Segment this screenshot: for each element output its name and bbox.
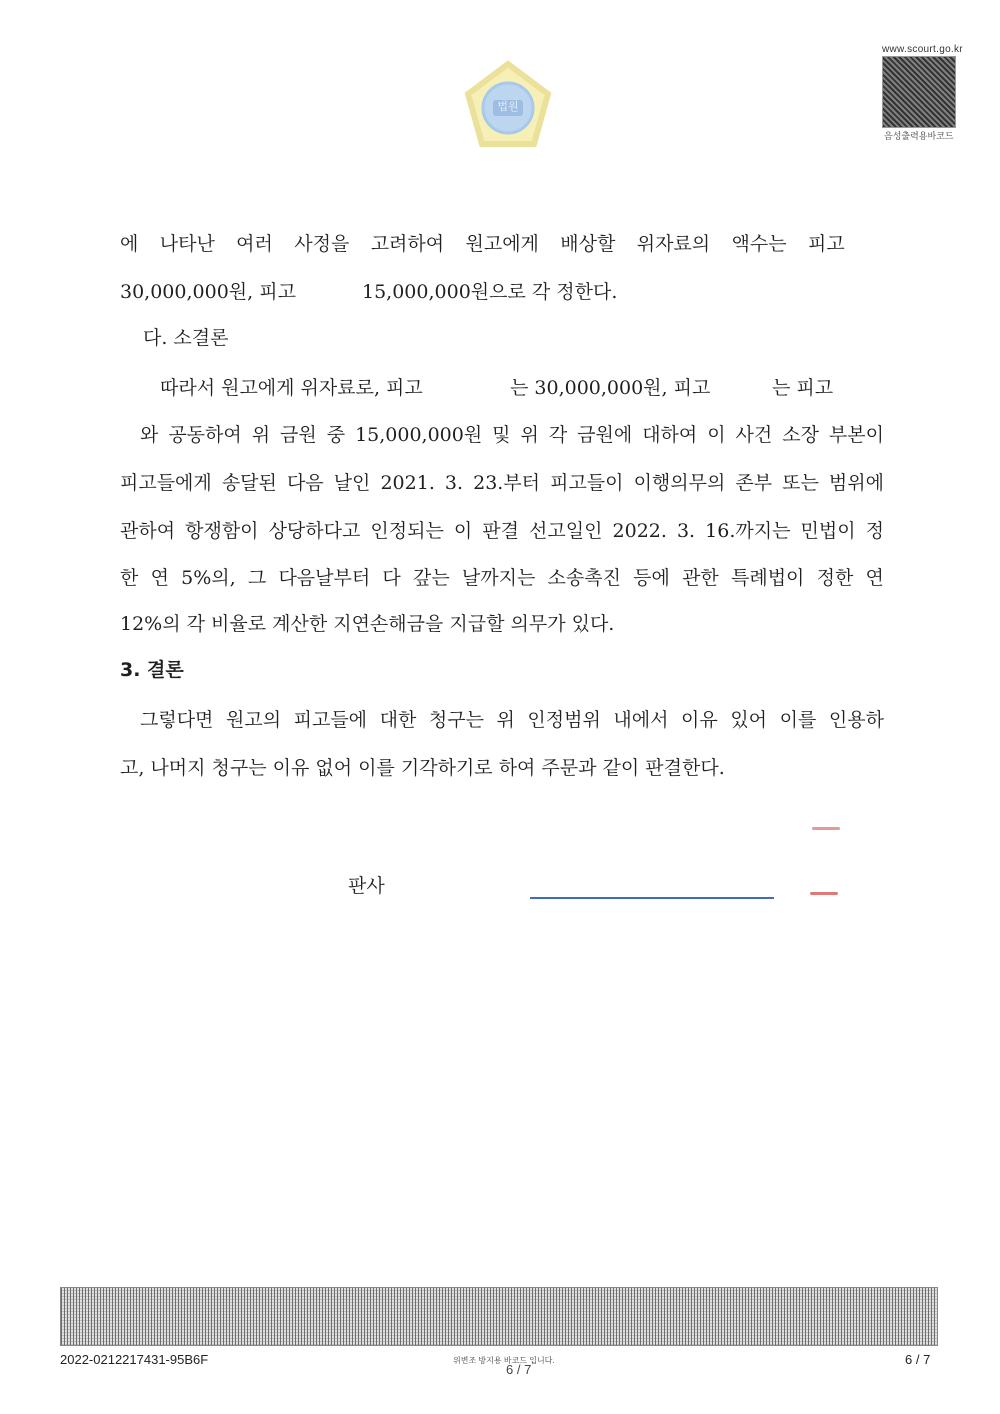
paragraph-1-line-2b: 15,000,000원으로 각 정한다. bbox=[362, 281, 618, 303]
court-seal bbox=[460, 58, 556, 154]
judge-label: 판사 bbox=[348, 875, 385, 897]
paragraph-2-line-6: 12%의 각 비율로 계산한 지연손해금을 지급할 의무가 있다. bbox=[120, 613, 615, 635]
anti-forgery-barcode bbox=[60, 1287, 938, 1346]
page-number-right: 6 / 7 bbox=[905, 1352, 931, 1367]
paragraph-2-line-5: 한 연 5%의, 그 다음날부터 다 갚는 날까지는 소송촉진 등에 관한 특례법이 정한 연 bbox=[120, 567, 884, 589]
paragraph-1-line-2a: 30,000,000원, 피고 bbox=[120, 281, 296, 303]
section-conclusion-sub: 다. 소결론 bbox=[143, 327, 229, 349]
seal-text: 법원 bbox=[497, 101, 519, 113]
page-number-center: 6 / 7 bbox=[506, 1362, 532, 1377]
document-id: 2022-0212217431-95B6F bbox=[60, 1352, 209, 1367]
paragraph-3-line-1: 그렇다면 원고의 피고들에 대한 청구는 위 인정범위 내에서 이유 있어 이를 인용하 bbox=[140, 709, 884, 731]
paragraph-2-line-4: 관하여 항쟁함이 상당하다고 인정되는 이 판결 선고일인 2022. 3. 16.까지는 민법이 정 bbox=[120, 520, 884, 542]
stamp-mark-top bbox=[812, 827, 840, 830]
paragraph-2-line-2: 와 공동하여 위 금원 중 15,000,000원 및 위 각 금원에 대하여 이 사건 소장 부본이 bbox=[140, 424, 884, 446]
site-url: www.scourt.go.kr bbox=[882, 44, 963, 55]
paragraph-1-line-1: 에 나타난 여러 사정을 고려하여 원고에게 배상할 위자료의 액수는 피고 bbox=[120, 233, 845, 255]
paragraph-2-line-3: 피고들에게 송달된 다음 날인 2021. 3. 23.부터 피고들이 이행의무의 존부 또는 범위에 bbox=[120, 472, 884, 494]
paragraph-3-line-2: 고, 나머지 청구는 이유 없어 이를 기각하기로 하여 주문과 같이 판결한다. bbox=[120, 757, 725, 779]
paragraph-2-line-1c: 는 피고 bbox=[772, 377, 834, 399]
section-3-heading: 3. 결론 bbox=[120, 659, 184, 681]
stamp-mark-bottom bbox=[810, 892, 838, 895]
paragraph-2-line-1a: 따라서 원고에게 위자료로, 피고 bbox=[160, 377, 423, 399]
voice-barcode bbox=[882, 56, 956, 128]
signature-line bbox=[530, 897, 774, 899]
anti-forgery-caption: 위변조 방지용 바코드 입니다. bbox=[453, 1356, 555, 1365]
barcode-caption: 음성출력용바코드 bbox=[884, 131, 954, 141]
paragraph-2-line-1b: 는 30,000,000원, 피고 bbox=[510, 377, 711, 399]
